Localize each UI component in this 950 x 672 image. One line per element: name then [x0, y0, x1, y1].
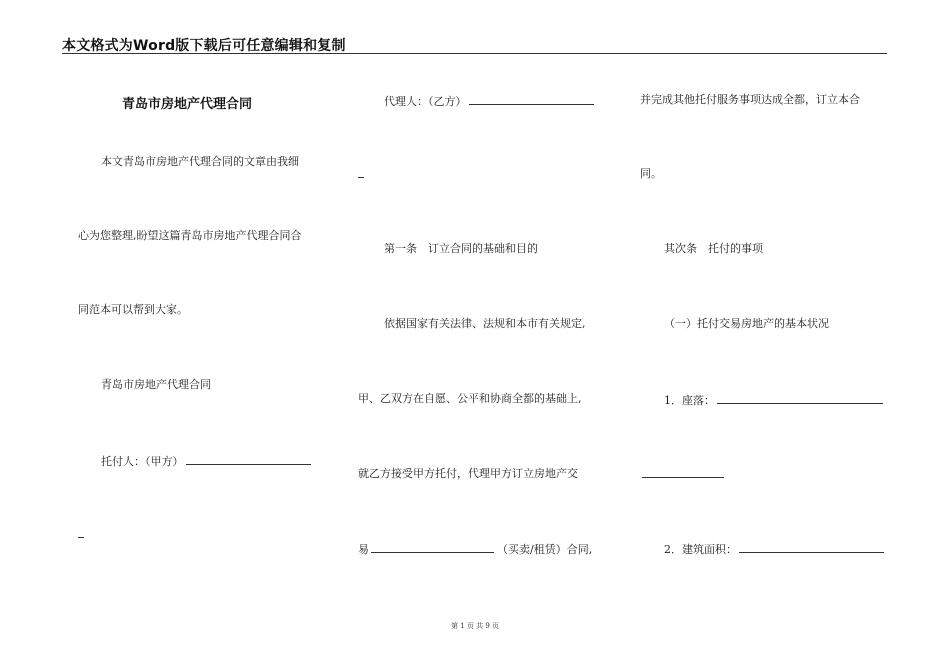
intro-line-1: 本文青岛市房地产代理合同的文章由我细 [101, 155, 299, 168]
contract-subtitle: 青岛市房地产代理合同 [101, 378, 211, 391]
paragraph-line-end: （买卖/租赁）合同, [497, 543, 593, 556]
intro-line-2: 心为您整理,盼望这篇青岛市房地产代理合同合 [78, 229, 302, 242]
principal-label: 托付人：（甲方） [101, 455, 184, 468]
agent-label: 代理人：（乙方） [384, 95, 467, 108]
article-2-heading: 其次条 托付的事项 [664, 242, 763, 255]
area-blank [739, 541, 884, 553]
paragraph-line-start: 易 [358, 543, 369, 556]
continued-line-1: 并完成其他托付服务事项达成全都，订立本合 [640, 93, 860, 106]
paragraph-line: 甲、乙双方在自愿、公平和协商全都的基础上, [358, 392, 582, 405]
document-header [62, 33, 887, 54]
location-label: 1．座落： [664, 394, 715, 407]
item-1-heading: （一）托付交易房地产的基本状况 [664, 317, 829, 330]
location-blank-continued [642, 466, 724, 478]
location-field [664, 392, 883, 408]
paragraph-line: 就乙方接受甲方托付，代理甲方订立房地产交 [358, 467, 578, 480]
principal-field [101, 453, 311, 469]
intro-line-3: 同范本可以帮到大家。 [78, 303, 188, 316]
transaction-blank [371, 541, 494, 553]
agent-blank [469, 93, 594, 105]
page-footer: 第 1 页 共 9 页 [450, 622, 500, 630]
paragraph-line: 依据国家有关法律、法规和本市有关规定, [384, 317, 586, 330]
header-title: 本文格式为Word版下载后可任意编辑和复制 [62, 38, 346, 54]
transaction-type-field [358, 541, 592, 557]
principal-blank [186, 453, 311, 465]
continuation-dash [358, 177, 364, 178]
area-field [664, 541, 884, 557]
continued-line-2: 同。 [640, 167, 662, 180]
document-title: 青岛市房地产代理合同 [122, 97, 253, 112]
location-blank [717, 392, 883, 404]
continuation-dash [78, 537, 84, 538]
article-1-heading: 第一条 订立合同的基础和目的 [384, 242, 538, 255]
area-label: 2．建筑面积： [664, 543, 737, 556]
agent-field [384, 93, 594, 109]
